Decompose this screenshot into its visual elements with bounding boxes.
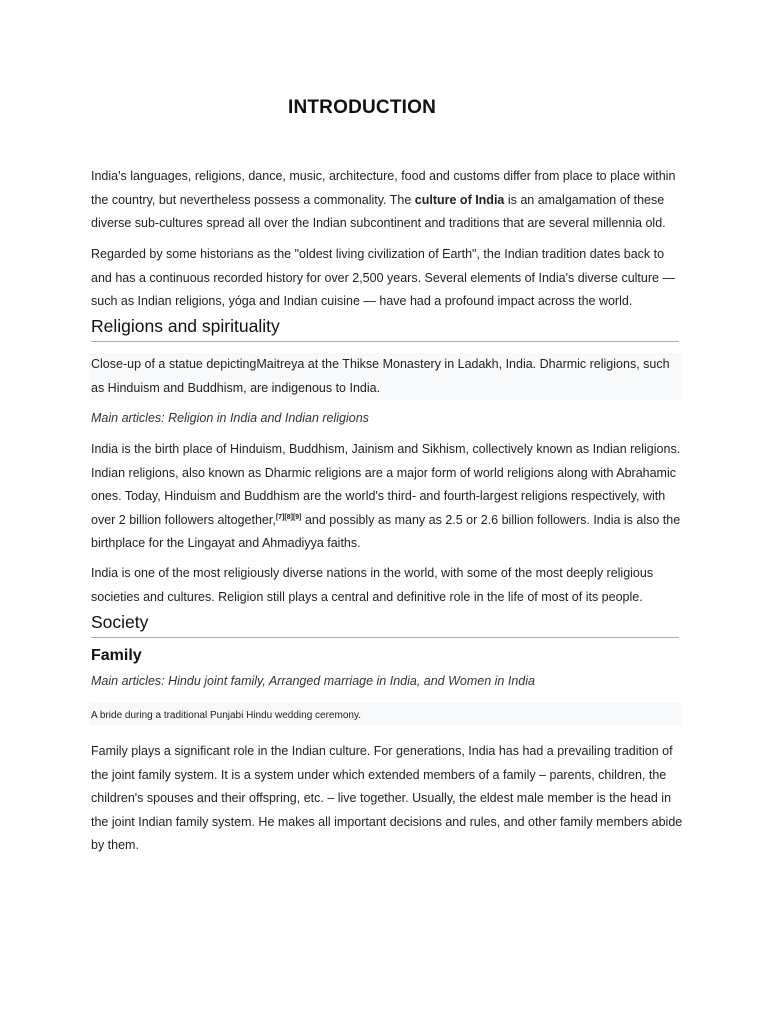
religions-caption-text: Close-up of a statue depictingMaitreya at the Thikse Monastery in Ladakh, India. Dharmic religions, such as Hinduism and Buddhism, are indigenous to India.: [91, 357, 670, 395]
family-paragraph-1: [91, 740, 687, 858]
religions-paragraph-2: [91, 562, 687, 609]
intro-text-b: is an amalgamation of these diverse sub-cultures spread all over the Indian subcontinent and traditions that are several millennia old.: [91, 192, 666, 230]
intro-text-a: India's languages, religions, dance, music, architecture, food and customs differ from place to place within the country, but nevertheless possess a commonality. The: [91, 169, 676, 207]
religions-hatnote: Main articles: Religion in India and Indian religions: [91, 411, 369, 425]
family-image-caption: [89, 703, 681, 725]
religions-text-a: India is the birth place of Hinduism, Buddhism, Jainism and Sikhism, collectively known as Indian religions. Indian religions, also known as Dharmic religions are a major form of world religions along with Abrahamic ones. Today, Hinduism and Buddhism are the world's third- and fourth-largest religions respectively, with over 2 billion followers altogether,: [91, 442, 681, 527]
family-caption-text: A bride during a traditional Punjabi Hindu wedding ceremony.: [91, 710, 361, 721]
page-title: INTRODUCTION: [287, 97, 437, 118]
religions-heading: Religions and spirituality: [91, 316, 679, 342]
intro-paragraph-2: [91, 243, 687, 314]
religions-paragraph-1: [91, 438, 687, 556]
society-heading: Society: [91, 612, 679, 638]
family-heading: Family: [91, 647, 142, 664]
family-paragraph-1-text: Family plays a significant role in the Indian culture. For generations, India has had a prevailing tradition of the joint family system. It is a system under which extended members of a family – parents, children, the children's spouses and their offspring, etc. – live together. Usually, the eldest male member is the head in the joint Indian family system. He makes all important decisions and rules, and other family members abide by them.: [91, 744, 683, 852]
culture-of-india-bold: culture of India: [414, 192, 505, 207]
religions-text-b: and possibly as many as 2.5 or 2.6 billion followers. India is also the birthplace for the Lingayat and Ahmadiyya faiths.: [91, 512, 681, 550]
religions-image-caption: [89, 353, 681, 400]
family-hatnote: Main articles: Hindu joint family, Arranged marriage in India, and Women in India: [91, 674, 535, 688]
citation-superscript[interactable]: [7][8][9]: [275, 513, 302, 521]
religions-paragraph-2-text: India is one of the most religiously diverse nations in the world, with some of the most deeply religious societies and cultures. Religion still plays a central and definitive role in the life of most of its people.: [91, 566, 654, 604]
intro-paragraph-1: [91, 165, 687, 236]
intro-paragraph-2-text: Regarded by some historians as the "oldest living civilization of Earth", the Indian tradition dates back to and has a continuous recorded history for over 2,500 years. Several elements of India's diverse culture — such as Indian religions, yóga and Indian cuisine — have had a profound impact across the world.: [91, 247, 675, 308]
